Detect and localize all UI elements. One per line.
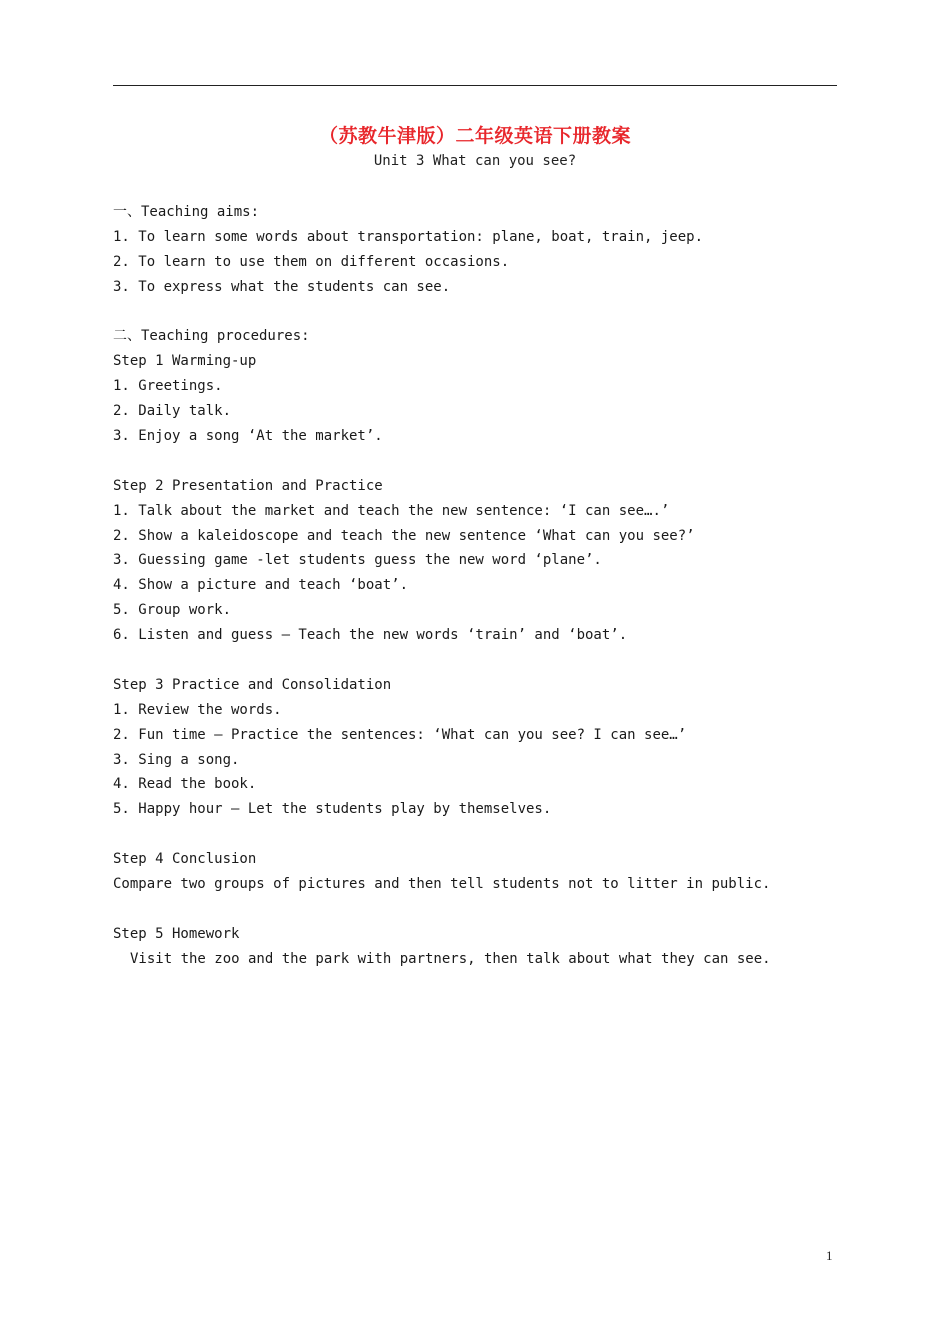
step2-item: 4. Show a picture and teach ‘boat’. <box>113 577 409 594</box>
step2-item: 6. Listen and guess – Teach the new words ‘train’ and ‘boat’. <box>113 627 628 644</box>
step2-item: 1. Talk about the market and teach the new sentence: ‘I can see….’ <box>113 502 670 519</box>
header-rule <box>113 85 837 86</box>
step5-text: Visit the zoo and the park with partners, then talk about what they can see. <box>130 950 771 967</box>
aims-heading: 一、Teaching aims: <box>113 204 260 220</box>
step3-heading: Step 3 Practice and Consolidation <box>113 676 392 693</box>
page-number: 1 <box>826 1248 833 1263</box>
step2-item: 5. Group work. <box>113 602 232 619</box>
step3-item: 5. Happy hour – Let the students play by themselves. <box>113 801 552 818</box>
step3-item: 4. Read the book. <box>113 776 257 793</box>
step4-heading: Step 4 Conclusion <box>113 851 257 868</box>
step3-item: 1. Review the words. <box>113 701 282 718</box>
step1-item: 3. Enjoy a song ‘At the market’. <box>113 428 383 445</box>
step2-heading: Step 2 Presentation and Practice <box>113 477 383 494</box>
step1-item: 1. Greetings. <box>113 378 223 395</box>
step3-item: 3. Sing a song. <box>113 751 240 768</box>
procedures-heading: 二、Teaching procedures: <box>113 328 310 345</box>
step1-item: 2. Daily talk. <box>113 403 232 420</box>
document-body <box>113 200 843 972</box>
aims-item: 1. To learn some words about transportation: plane, boat, train, jeep. <box>113 228 704 245</box>
step5-heading: Step 5 Homework <box>113 925 240 942</box>
step4-text: Compare two groups of pictures and then tell students not to litter in public. <box>113 876 771 893</box>
aims-item: 2. To learn to use them on different occasions. <box>113 253 510 270</box>
step3-item: 2. Fun time – Practice the sentences: ‘What can you see? I can see…’ <box>113 726 687 743</box>
aims-item: 3. To express what the students can see. <box>113 278 451 295</box>
document-subtitle: Unit 3 What can you see? <box>373 153 577 169</box>
step2-item: 2. Show a kaleidoscope and teach the new sentence ‘What can you see?’ <box>113 527 695 544</box>
document-title: （苏教牛津版）二年级英语下册教案 <box>318 125 631 147</box>
step1-heading: Step 1 Warming-up <box>113 353 257 370</box>
step2-item: 3. Guessing game -let students guess the new word ‘plane’. <box>113 552 602 569</box>
